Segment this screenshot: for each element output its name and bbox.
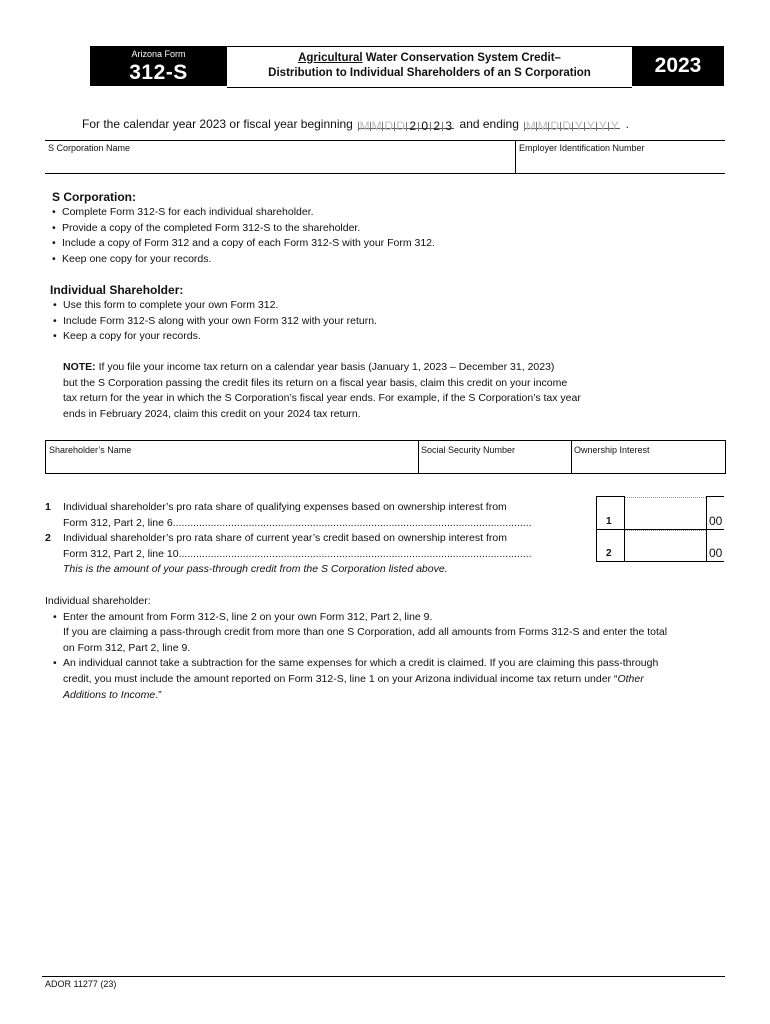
note-line: ends in February 2024, claim this credit on your 2024 tax return. — [63, 407, 361, 420]
shareholder-list — [53, 298, 730, 345]
list-item: • Include a copy of Form 312 and a copy of each Form 312-S with your Form 312. — [52, 236, 732, 252]
form-number: 312-S — [129, 61, 188, 84]
date-char: D — [394, 122, 406, 131]
date-char: M — [525, 119, 536, 133]
instruction-italic: Additions to Income — [63, 688, 156, 701]
instruction-text: • Enter the amount from Form 312-S, line 2 on your own Form 312, Part 2, line 9. — [63, 610, 433, 623]
title-line2: Distribution to Individual Shareholders of an S Corporation — [268, 67, 591, 79]
instruction-text: If you are claiming a pass-through credit from more than one S Corporation, add all amounts from Forms 312-S and enter the total — [63, 626, 668, 639]
corp-name-label: S Corporation Name — [48, 143, 131, 153]
date-char: Y — [584, 122, 596, 131]
note-block — [63, 360, 723, 422]
date-char: Y — [596, 122, 608, 131]
note-line: tax return for the year in which the S Corporation’s fiscal year ends. For example, if the S Corporation’s tax year — [63, 392, 581, 405]
line-text: Individual shareholder’s pro rata share of current year’s credit based on ownership interest from — [63, 532, 507, 544]
fiscal-year-middle: and ending — [459, 117, 519, 131]
instructions-heading: Individual shareholder: — [45, 595, 151, 607]
list-item — [53, 610, 735, 657]
instruction-text: .” — [155, 688, 162, 701]
shareholder-section — [50, 283, 730, 345]
list-item: • Use this form to complete your own Form 312. — [53, 298, 730, 314]
form-number-box — [90, 46, 227, 86]
line-text: Form 312, Part 2, line 10 — [63, 547, 179, 560]
date-char: 3 — [442, 122, 454, 131]
date-char: M — [371, 119, 382, 133]
instructions-list — [53, 610, 735, 704]
date-char: D — [382, 122, 394, 131]
instruction-text: on Form 312, Part 2, line 9. — [63, 641, 191, 654]
date-char: 2 — [430, 122, 442, 131]
cents-value: 00 — [709, 546, 723, 560]
fiscal-year-line — [82, 117, 629, 131]
date-char: Y — [608, 122, 620, 131]
list-item: • Complete Form 312-S for each individual shareholder. — [52, 205, 732, 221]
title-line1: Water Conservation System Credit– — [362, 52, 561, 64]
form-title — [227, 46, 632, 88]
s-corp-section — [52, 190, 732, 267]
shareholder-name-label: Shareholder’s Name — [49, 445, 132, 455]
list-item: • Keep one copy for your records. — [52, 252, 732, 268]
ssn-input[interactable] — [419, 456, 571, 472]
line-2 — [45, 531, 605, 578]
date-char: Y — [572, 122, 584, 131]
box-number: 2 — [606, 548, 612, 559]
date-char: 2 — [406, 122, 418, 131]
leader-dots: ........................................................................................................................... — [172, 516, 532, 529]
shareholder-name-input[interactable] — [46, 456, 418, 472]
note-line: If you file your income tax return on a calendar year basis (January 1, 2023 – December 31, 2023) — [95, 361, 555, 373]
box-border — [596, 496, 624, 497]
fiscal-year-suffix: . — [625, 117, 629, 131]
leader-dots: ......................................................................................................................... — [178, 547, 532, 560]
line-text: Individual shareholder’s pro rata share of qualifying expenses based on ownership interest from — [63, 501, 507, 513]
line-number: 2 — [45, 532, 51, 544]
s-corp-list — [52, 205, 732, 267]
shareholder-fields-row — [45, 440, 726, 474]
fiscal-begin-date-field[interactable] — [358, 117, 454, 133]
footer-rule — [42, 976, 725, 977]
note-line: but the S Corporation passing the credit files its return on a fiscal year basis, claim this credit on your income — [63, 376, 568, 389]
tax-year: 2023 — [632, 46, 724, 86]
instruction-italic: Other — [617, 672, 644, 685]
ownership-label: Ownership Interest — [574, 445, 650, 455]
title-underlined-word: Agricultural — [298, 52, 363, 64]
line2-note: This is the amount of your pass-through credit from the S Corporation listed above. — [63, 563, 448, 576]
instruction-text: credit, you must include the amount reported on Form 312-S, line 1 on your Arizona individual income tax return under “ — [63, 672, 618, 685]
ownership-input[interactable] — [572, 456, 724, 472]
instructions — [45, 594, 735, 703]
line1-amount-input[interactable] — [625, 497, 706, 530]
instruction-text: • An individual cannot take a subtraction for the same expenses for which a credit is claimed. If you are claiming this pass-through — [63, 657, 659, 670]
date-char: M — [359, 119, 370, 133]
line-text: Form 312, Part 2, line 6 — [63, 516, 173, 529]
corp-fields-row — [45, 140, 725, 174]
shareholder-heading: Individual Shareholder: — [50, 283, 184, 297]
footer-code: ADOR 11277 (23) — [45, 979, 117, 989]
note-label: NOTE: — [63, 361, 96, 373]
list-item: • Provide a copy of the completed Form 312-S to the shareholder. — [52, 221, 732, 237]
ein-label: Employer Identification Number — [519, 143, 645, 153]
date-char: 0 — [418, 122, 430, 131]
list-item — [53, 656, 735, 703]
fiscal-year-prefix: For the calendar year 2023 or fiscal year beginning — [82, 117, 353, 131]
line-number: 1 — [45, 501, 51, 513]
s-corp-heading: S Corporation: — [52, 190, 136, 204]
date-char: D — [548, 122, 560, 131]
list-item: • Include Form 312-S along with your own Form 312 with your return. — [53, 314, 730, 330]
date-char: M — [537, 119, 548, 133]
box-border — [706, 496, 724, 497]
box-number: 1 — [606, 516, 612, 527]
corp-name-input[interactable] — [45, 153, 515, 172]
ssn-label: Social Security Number — [421, 445, 516, 455]
list-item: • Keep a copy for your records. — [53, 329, 730, 345]
line-1 — [45, 500, 605, 531]
line2-amount-input[interactable] — [625, 530, 706, 562]
cents-value: 00 — [709, 514, 723, 528]
fiscal-end-date-field[interactable] — [524, 117, 620, 133]
form-label: Arizona Form — [131, 49, 186, 59]
ein-input[interactable] — [516, 153, 725, 172]
date-char: D — [560, 122, 572, 131]
